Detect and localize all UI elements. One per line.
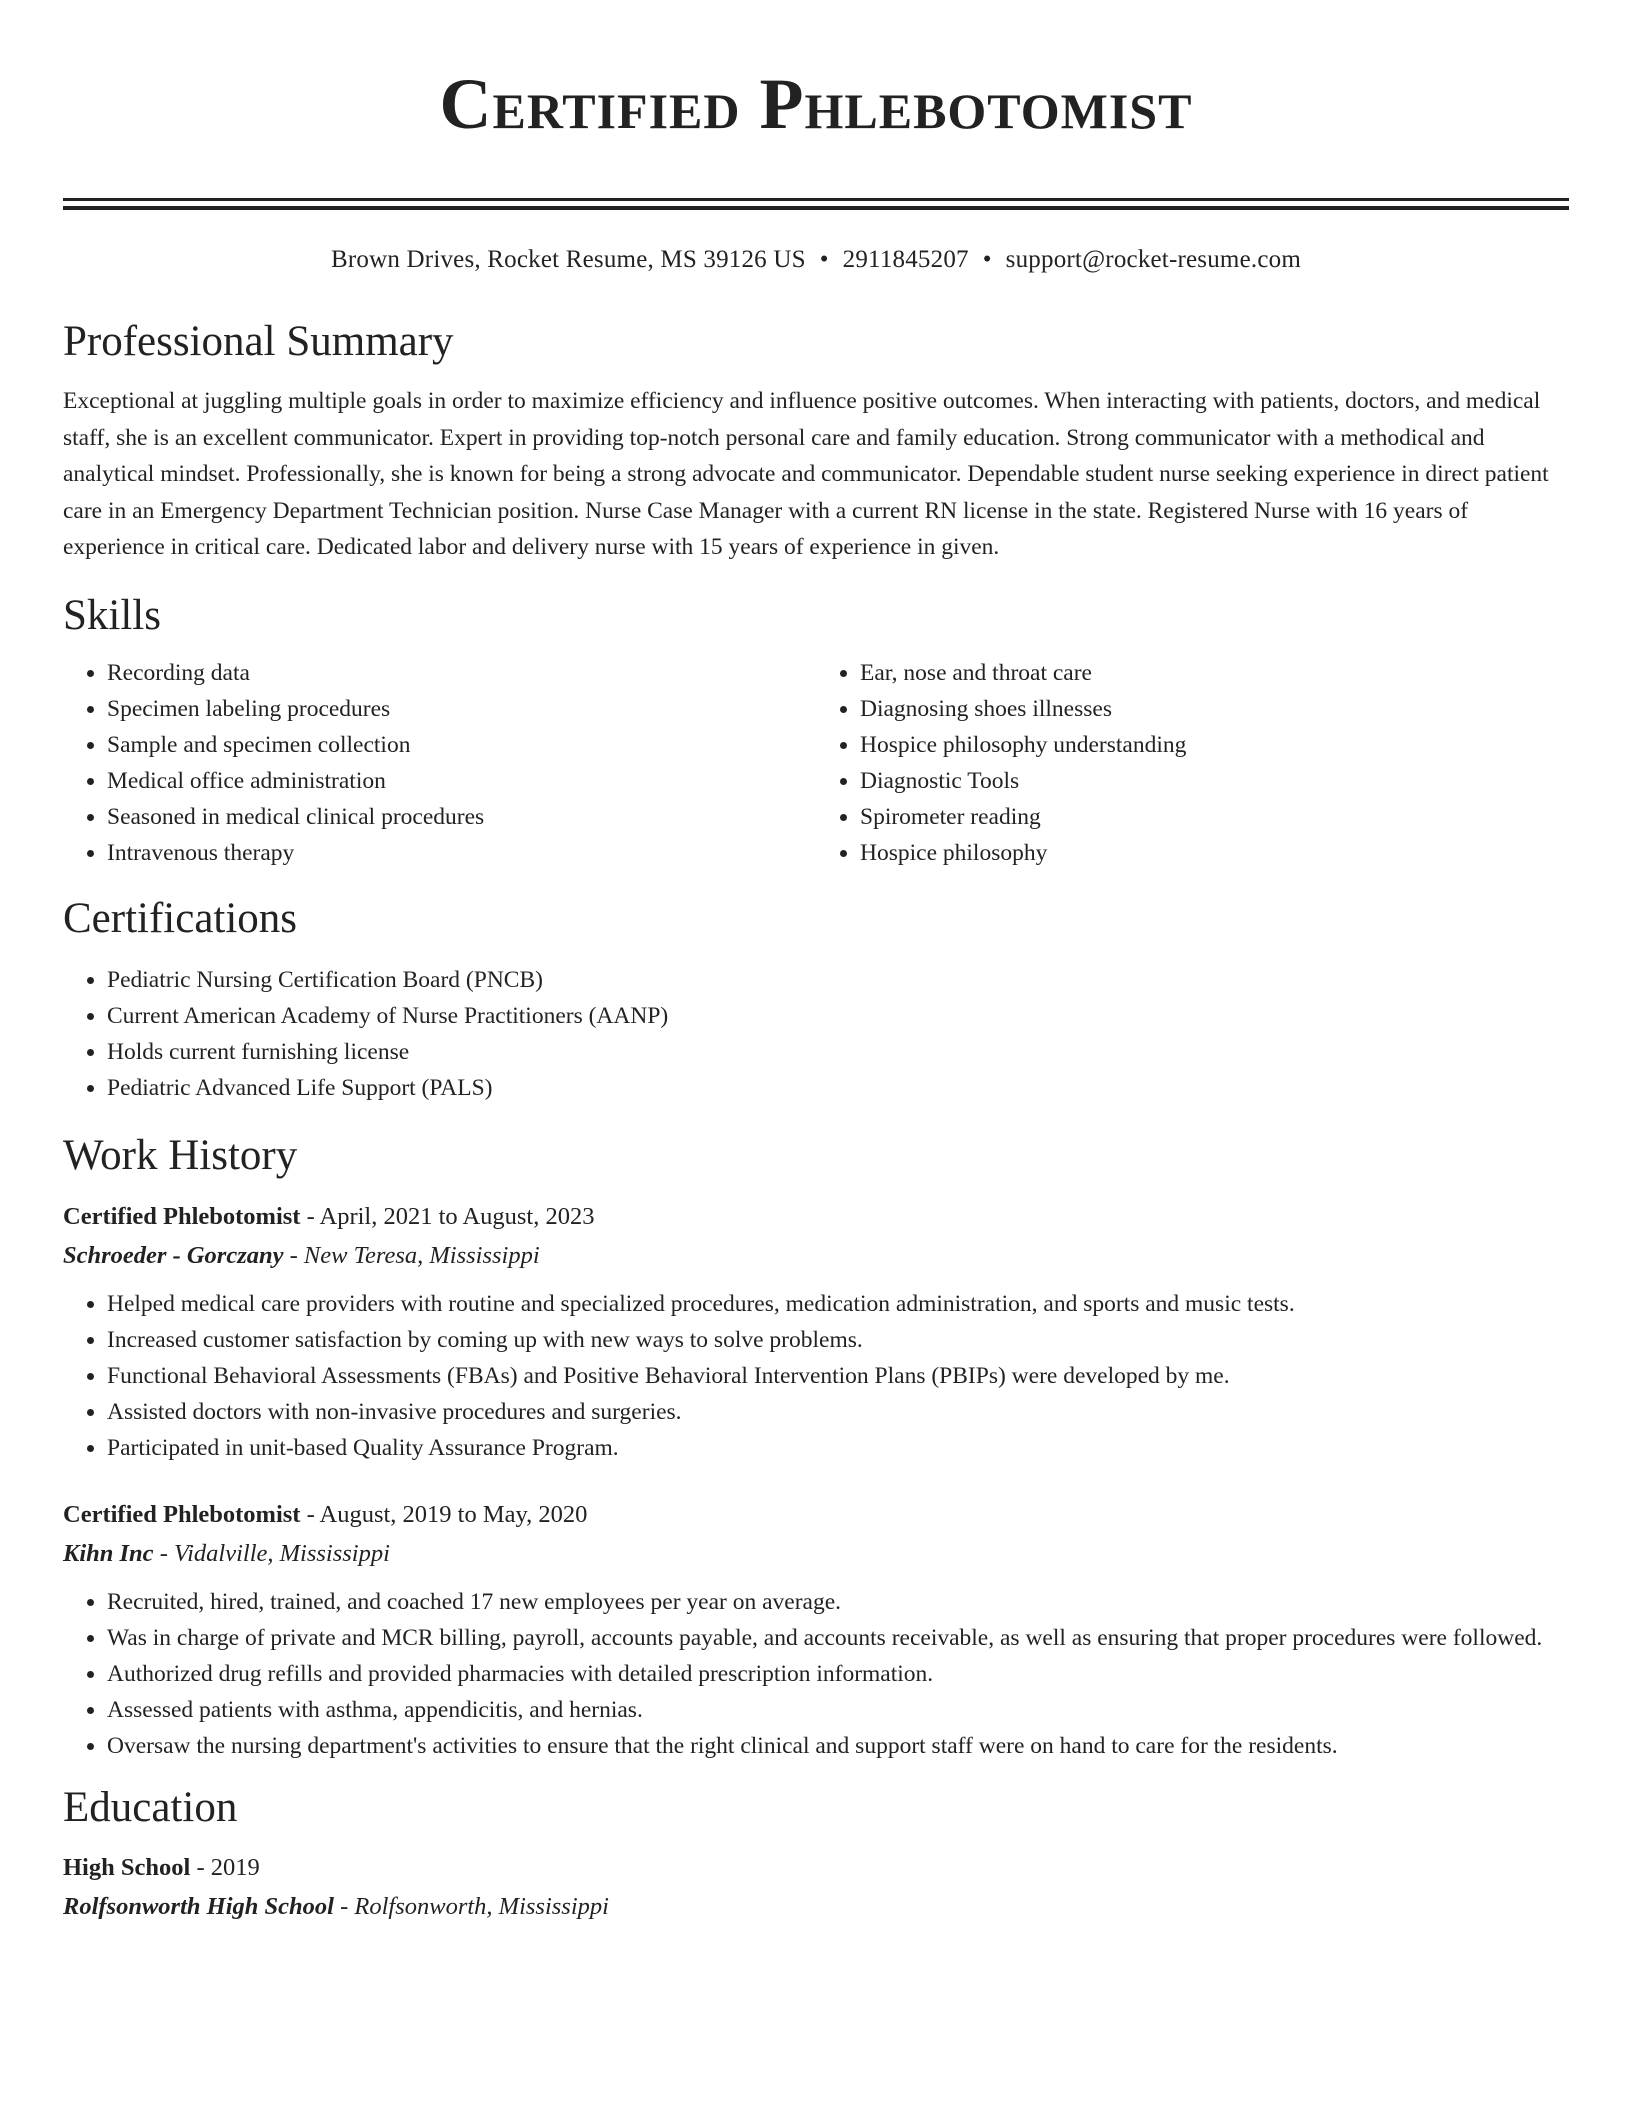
job-duties-list bbox=[63, 1286, 1569, 1466]
job-title: Certified Phlebotomist bbox=[63, 1202, 301, 1230]
page-title: Certified Phlebotomist bbox=[439, 64, 1193, 144]
skill-item: • Spirometer reading bbox=[860, 799, 1569, 835]
skills-heading: Skills bbox=[63, 591, 161, 639]
company-location: - New Teresa, Mississippi bbox=[283, 1241, 540, 1269]
job-duty: • Oversaw the nursing department's activities to ensure that the right clinical and support staff were on hand to care for the residents. bbox=[107, 1728, 1569, 1764]
contact-email[interactable]: support@rocket-resume.com bbox=[1005, 246, 1301, 273]
skills-column-right bbox=[816, 655, 1569, 871]
skill-item: • Sample and specimen collection bbox=[107, 727, 816, 763]
job-entry bbox=[63, 1198, 1569, 1466]
job-duty: • Participated in unit-based Quality Assurance Program. bbox=[107, 1430, 1569, 1466]
job-title-line bbox=[63, 1496, 1569, 1534]
skill-item: • Hospice philosophy understanding bbox=[860, 727, 1569, 763]
job-title-line bbox=[63, 1198, 1569, 1236]
job-duty: • Assessed patients with asthma, appendicitis, and hernias. bbox=[107, 1692, 1569, 1728]
company-name: Kihn Inc bbox=[63, 1539, 154, 1567]
job-duties-list bbox=[63, 1584, 1569, 1764]
summary-text: Exceptional at juggling multiple goals in order to maximize efficiency and influence positive outcomes. When interacting with patients, doctors, and medical staff, she is an excellent communicator. Expert in providing top-notch personal care and family education. Strong communicator with a methodical and analytical mindset. Professionally, she is known for being a strong advocate and communicator. Dependable student nurse seeking experience in direct patient care in an Emergency Department Technician position. Nurse Case Manager with a current RN license in the state. Registered Nurse with 16 years of experience in critical care. Dedicated labor and delivery nurse with 15 years of experience in given. bbox=[63, 388, 1549, 561]
certification-item: • Pediatric Advanced Life Support (PALS) bbox=[107, 1070, 1569, 1106]
education-location: - Rolfsonworth, Mississippi bbox=[333, 1892, 609, 1920]
skills-column-left bbox=[63, 655, 816, 871]
education-year: - 2019 bbox=[190, 1853, 260, 1881]
certification-item: • Current American Academy of Nurse Practitioners (AANP) bbox=[107, 998, 1569, 1034]
contact-line bbox=[63, 246, 1569, 274]
certification-item: • Pediatric Nursing Certification Board (PNCB) bbox=[107, 962, 1569, 998]
job-duty: • Authorized drug refills and provided pharmacies with detailed prescription information. bbox=[107, 1656, 1569, 1692]
skill-item: • Ear, nose and throat care bbox=[860, 655, 1569, 691]
work-history-heading: Work History bbox=[63, 1132, 298, 1180]
certifications-heading: Certifications bbox=[63, 895, 298, 943]
skill-item: • Diagnosing shoes illnesses bbox=[860, 691, 1569, 727]
job-dates: - August, 2019 to May, 2020 bbox=[300, 1500, 588, 1528]
job-duty: • Recruited, hired, trained, and coached 17 new employees per year on average. bbox=[107, 1584, 1569, 1620]
job-duty: • Was in charge of private and MCR billing, payroll, accounts payable, and accounts receivable, as well as ensuring that proper procedures were followed. bbox=[107, 1620, 1569, 1656]
education-degree-line bbox=[63, 1849, 1569, 1887]
skill-item: • Recording data bbox=[107, 655, 816, 691]
job-entry bbox=[63, 1496, 1569, 1764]
company-line bbox=[63, 1534, 1569, 1574]
certifications-list bbox=[63, 962, 1569, 1106]
education-school: Rolfsonworth High School bbox=[63, 1892, 334, 1920]
company-location: - Vidalville, Mississippi bbox=[153, 1539, 390, 1567]
skill-item: • Specimen labeling procedures bbox=[107, 691, 816, 727]
job-duty: • Helped medical care providers with routine and specialized procedures, medication administration, and sports and music tests. bbox=[107, 1286, 1569, 1322]
summary-heading: Professional Summary bbox=[63, 318, 454, 365]
company-name: Schroeder - Gorczany bbox=[63, 1241, 284, 1269]
education-degree: High School bbox=[63, 1853, 191, 1881]
contact-phone[interactable]: 2911845207 bbox=[842, 246, 969, 273]
education-school-line bbox=[63, 1887, 1569, 1927]
job-duty: • Functional Behavioral Assessments (FBAs) and Positive Behavioral Intervention Plans (PBIPs) were developed by me. bbox=[107, 1358, 1569, 1394]
skills-list bbox=[63, 655, 1569, 871]
skill-item: • Seasoned in medical clinical procedures bbox=[107, 799, 816, 835]
job-dates: - April, 2021 to August, 2023 bbox=[300, 1202, 595, 1230]
contact-separator: • bbox=[819, 246, 829, 273]
contact-separator: • bbox=[982, 246, 992, 273]
education-heading: Education bbox=[63, 1783, 238, 1831]
skill-item: • Hospice philosophy bbox=[860, 835, 1569, 871]
title-divider bbox=[63, 198, 1569, 210]
job-duty: • Assisted doctors with non-invasive procedures and surgeries. bbox=[107, 1394, 1569, 1430]
skill-item: • Intravenous therapy bbox=[107, 835, 816, 871]
job-title: Certified Phlebotomist bbox=[63, 1500, 301, 1528]
contact-address: Brown Drives, Rocket Resume, MS 39126 US bbox=[331, 246, 806, 273]
company-line bbox=[63, 1236, 1569, 1276]
certification-item: • Holds current furnishing license bbox=[107, 1034, 1569, 1070]
job-duty: • Increased customer satisfaction by coming up with new ways to solve problems. bbox=[107, 1322, 1569, 1358]
skill-item: • Medical office administration bbox=[107, 763, 816, 799]
skill-item: • Diagnostic Tools bbox=[860, 763, 1569, 799]
